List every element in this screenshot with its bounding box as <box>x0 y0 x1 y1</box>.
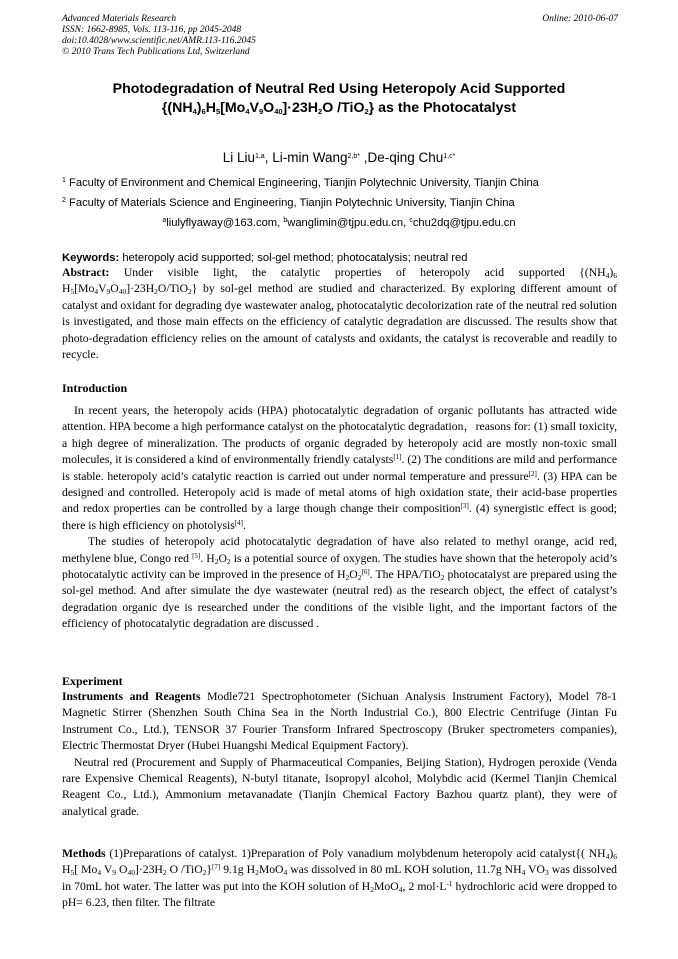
journal-name: Advanced Materials Research <box>62 14 177 24</box>
journal-doi: doi:10.4028/www.scientific.net/AMR.113-116.2045 <box>62 36 256 46</box>
reagents-paragraph: Neutral red (Procurement and Supply of Pharmaceutical Companies, Beijing Station), Hydrogen peroxide (Venda rare Expensive Chemical Reagents), N-butyl titanate, Isopropyl alcohol, Molybdic acid (Kermel Tianjin Chemical Reagent Co., Ltd.), Ammonium metavanadate (Tianjin Chemical Factory Bazhou quartz plant), they were of analytical grade. <box>62 755 617 818</box>
keywords: Keywords: heteropoly acid supported; sol-gel method; photocatalysis; neutral red <box>62 252 468 264</box>
abstract: Abstract: Under visible light, the catalytic properties of heteropoly acid supported {$(NH_4)_6$ $H_5[Mo_4V_9O_{40}]\cdot 23H_2O/TiO_2$} by sol-gel method are studied and characterized. By exploring different amount of catalyst and oxidant for degrading dye wastewater analog, photocatalytic decolorization rate of the neutral red solution is investigated, and those main effects on the efficiency of catalytic degradation are discussed. The results show that photo-degradation efficiency relies on the amount of catalysts and oxidants, the catalyst is recoverable and readily to recycle. <box>62 266 617 362</box>
journal-issn: ISSN: 1662-8985, Vols. 113-116, pp 2045-2048 <box>62 25 242 35</box>
journal-info <box>62 14 256 58</box>
instruments-paragraph: Instruments and Reagents Modle721 Spectrophotometer (Sichuan Analysis Instrument Factory), Model 78-1 Magnetic Stirrer (Shenzhen South China Sea in the North Industrial Co.), 800 Electric Centrifuge (Jintan Fu Instrument Co., Ltd.), TENSOR 37 Fourier Transform Infrared Spectroscopy (Bruker spectrometers companies), Electric Thermostat Dryer (Hubei Huangshi Medical Equipment Factory). <box>62 690 618 753</box>
introduction-body <box>62 403 617 633</box>
journal-header <box>62 14 618 58</box>
title-line-1: Photodegradation of Neutral Red Using Heteropoly Acid Supported <box>112 81 566 97</box>
experiment-heading: Experiment <box>62 674 123 688</box>
author-list: Li Liu$^{1,a}$, Li-min Wang$^{2,b*}$ ,De-qing Chu$^{1,c*}$ <box>222 150 456 165</box>
introduction-heading: Introduction <box>62 381 128 395</box>
experiment-body <box>62 689 617 820</box>
affiliation-2: $^2$ Faculty of Materials Science and Engineering, Tianjin Polytechnic University, Tianjin China <box>62 197 515 209</box>
journal-copyright: © 2010 Trans Tech Publications Ltd, Switzerland <box>62 47 250 57</box>
methods-paragraph: Methods (1)Preparations of catalyst. 1)Preparation of Poly vanadium molybdenum heteropoly acid catalyst{( $NH_4)_6$ $H_5$[ $Mo_4$ $V_9$ $O_{40}]\cdot 23H_2$ O /TiO$_2$}[7] 9.1g $H_2MoO_4$ was dissolved in 80 mL KOH solution, 11.7g $NH_4$ $VO_3$ was dissolved in 70mL hot water. The latter was put into the KOH solution of $H_2MoO_4$, 2 $mol\cdot L^{-1}$ hydrochloric acid were dropped to pH= 6.23, then filter. The filtrate <box>62 847 617 910</box>
title-line-2: {$(NH_4)_6H_5[Mo_4V_9O_{40}]\cdot 23H_2O$ /TiO$_2$} as the Photocatalyst <box>161 100 517 116</box>
author-emails: $^a$liulyflyaway@163.com, $^b$wanglimin@tjpu.edu.cn, $^c$chu2dq@tjpu.edu.cn <box>162 217 516 229</box>
paper-title <box>40 80 638 118</box>
intro-paragraph-2: The studies of heteropoly acid photocatalytic degradation of have also related to methyl orange, acid red, methylene blue, Congo red [5]. $H_2O_2$ is a potential source of oxygen. The studies have shown that the heteropoly acid’s photocatalytic activity can be improved in the presence of $H_2O_2[6]$. The HPA/TiO$_2$ photocatalyst are prepared using the sol-gel method. And after simulate the dye wastewater (neutral red) as the research object, the effect of catalyst’s degradation organic dye is researched under the conditions of the visible light, and the important factors of the efficiency of photocatalytic degradation are discussed . <box>62 535 618 631</box>
online-date: Online: 2010-06-07 <box>542 14 618 24</box>
affiliation-1: $^1$ Faculty of Environment and Chemical Engineering, Tianjin Polytechnic University, Tianjin China <box>62 177 539 189</box>
intro-paragraph-1: In recent years, the heteropoly acids (HPA) photocatalytic degradation of organic pollutants has attracted wide attention. HPA become a high performance catalyst on the photocatalytic degradation，reasons for: (1) small toxicity, a high degree of mineralization. The products of organic degraded by heteropoly acid are mostly non-toxic small molecules, it is considered a kind of environmentally friendly catalysts[1]. (2) The conditions are mild and performance is stable. heteropoly acid’s catalytic reaction is carried out under normal temperature and pressure[2]. (3) HPA can be designed and controlled. Heteropoly acid is made of metal atoms of high oxidation state, their acid-base properties and redox properties can be controlled by a large though change their composition[3]. (4) synergistic effect is good; there is high efficiency on photolysis[4]. <box>62 404 618 532</box>
